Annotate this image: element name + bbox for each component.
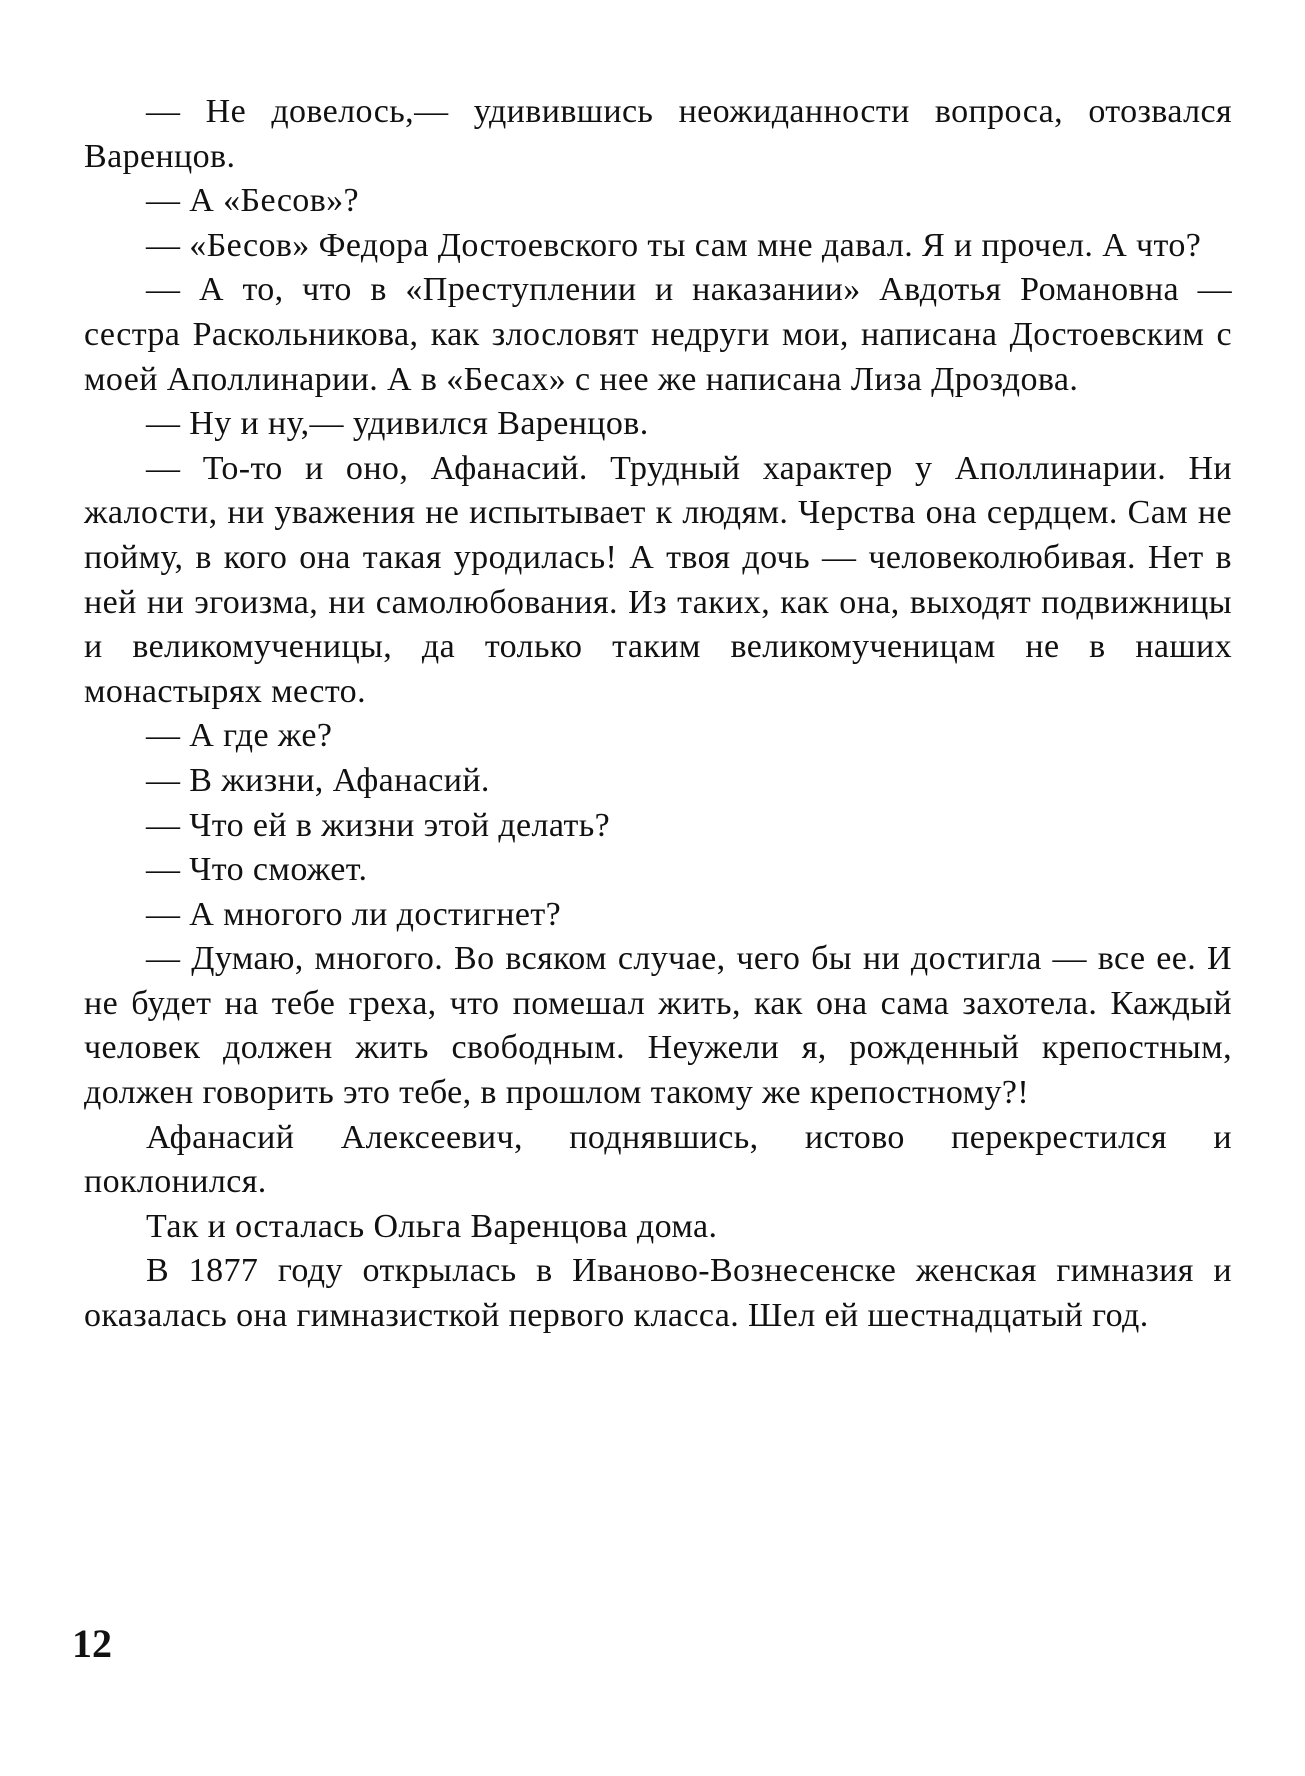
paragraph: — Думаю, многого. Во всяком случае, чего бы ни достигла — все ее. И не будет на тебе греха, что помешал жить, как она сама захотела. Каждый человек должен жить свободным. Неужели я, рожденный крепостным, должен говорить это тебе, в прошлом такому же крепостному?! (84, 940, 1232, 1112)
paragraph: — То-то и оно, Афанасий. Трудный характер у Аполлинарии. Ни жалости, ни уважения не испытывает к людям. Черства она сердцем. Сам не пойму, в кого она такая уродилась! А твоя дочь — человеколюбивая. Нет в ней ни эгоизма, ни самолюбования. Из таких, как она, выходят подвижницы и великомученицы, да только таким великомученицам не в наших монастырях место. (84, 449, 1232, 710)
paragraph: — А многого ли достигнет? (146, 895, 562, 933)
paragraph: Афанасий Алексеевич, поднявшись, истово перекрестился и поклонился. (84, 1118, 1232, 1201)
paragraph: — Ну и ну,— удивился Варенцов. (146, 405, 649, 443)
paragraph: В 1877 году открылась в Иваново-Вознесенске женская гимназия и оказалась она гимназисткой первого класса. Шел ей шестнадцатый год. (84, 1252, 1232, 1335)
paragraph: — Что ей в жизни этой делать? (146, 806, 611, 844)
paragraph: — А где же? (146, 717, 333, 755)
paragraph: — «Бесов» Федора Достоевского ты сам мне давал. Я и прочел. А что? (146, 226, 1202, 264)
paragraph: — В жизни, Афанасий. (146, 761, 490, 799)
paragraph: — А то, что в «Преступлении и наказании» Авдотья Романовна — сестра Раскольникова, как злословят недруги мои, написана Достоевским с моей Аполлинарии. А в «Бесах» с нее же написана Лиза Дроздова. (84, 271, 1232, 398)
paragraph: Так и осталась Ольга Варенцова дома. (146, 1207, 718, 1245)
paragraph: — Что сможет. (146, 851, 368, 889)
paragraph: — Не довелось,— удивившись неожиданности вопроса, отозвался Варенцов. (84, 93, 1232, 175)
paragraph: — А «Бесов»? (146, 182, 360, 220)
book-page-text (84, 90, 1232, 1339)
page-number: 12 (72, 1621, 112, 1666)
